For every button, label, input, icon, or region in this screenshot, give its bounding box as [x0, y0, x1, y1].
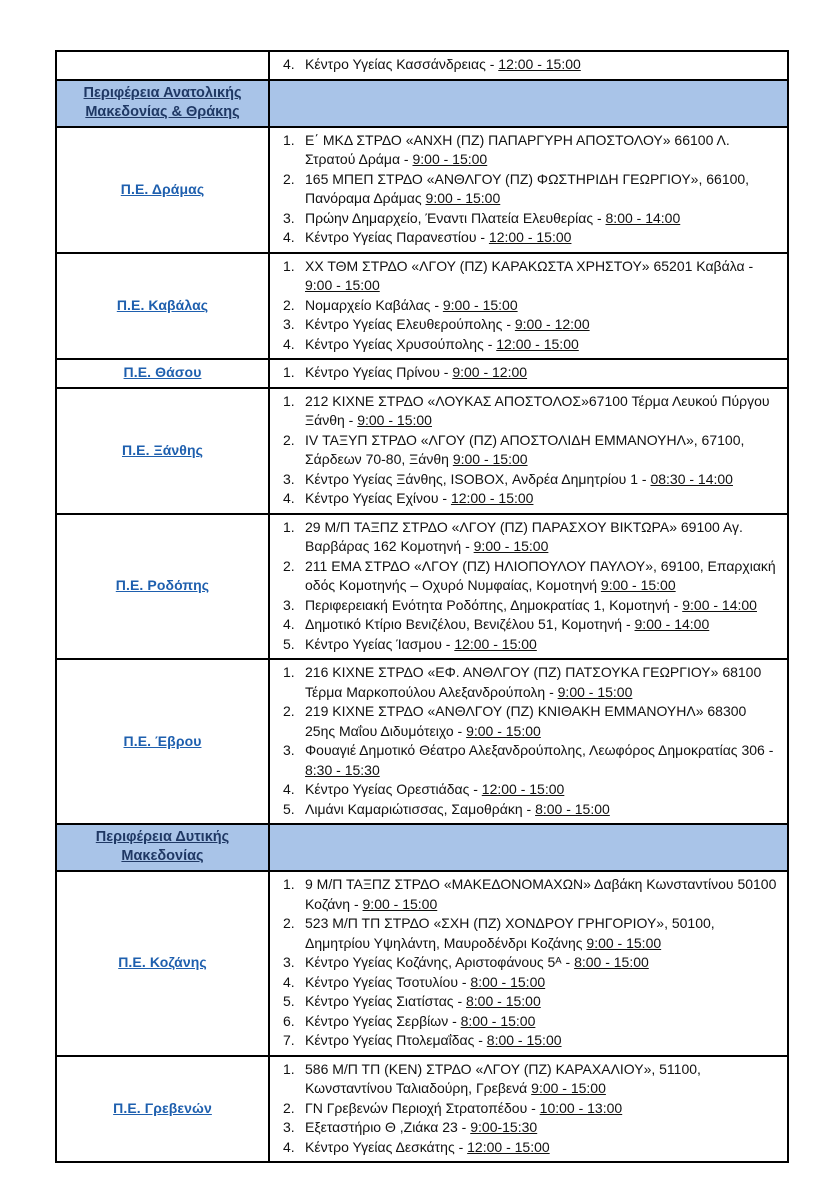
location-item	[270, 875, 779, 914]
item-number: 1.	[283, 518, 295, 535]
item-number: 2.	[283, 703, 295, 719]
item-number: 4.	[283, 335, 295, 352]
regional-unit-cell	[56, 1056, 269, 1163]
location-item	[270, 257, 779, 296]
location-item	[270, 953, 779, 973]
item-hours: 12:00 - 15:00	[488, 229, 572, 245]
item-hours: 9:00 - 15:00	[442, 296, 518, 313]
location-item	[270, 973, 779, 993]
item-hours: 8:00 - 15:00	[470, 973, 546, 990]
item-description: Κέντρο Υγείας Ελευθερούπολης -	[305, 316, 515, 332]
item-number: 2.	[283, 431, 295, 448]
item-hours: 9:00 - 15:00	[600, 577, 676, 593]
item-text	[305, 257, 779, 296]
location-item	[270, 1118, 779, 1138]
item-number: 1.	[283, 392, 295, 409]
item-description: 9 Μ/Π ΤΑΞΠΖ ΣΤΡΔΟ «ΜΑΚΕΔΟΝΟΜΑΧΩΝ» Δαβάκη Κωνσταντίνου 50100 Κοζάνη -	[305, 876, 777, 912]
location-item	[270, 663, 779, 702]
item-hours: 9:00 - 15:00	[362, 895, 438, 912]
region-header-title	[57, 825, 268, 870]
item-description: 586 Μ/Π ΤΠ (ΚΕΝ) ΣΤΡΔΟ «ΛΓΟΥ (ΠΖ) ΚΑΡΑΧΑΛΙΟΥ», 51100, Κωνσταντίνου Ταλιαδούρη, Γρεβενά	[305, 1060, 701, 1096]
region-header-label: Περιφέρεια Δυτικής	[95, 829, 230, 845]
region-header-row	[56, 80, 788, 127]
location-item	[270, 55, 779, 75]
item-text	[305, 557, 779, 596]
item-description: 523 Μ/Π ΤΠ ΣΤΡΔΟ «ΣΧΗ (ΠΖ) ΧΟΝΔΡΟΥ ΓΡΗΓΟΡΙΟΥ», 50100, Δημητρίου Υψηλάντη, Μαυροδένδρι Κοζάνης	[305, 915, 715, 951]
item-description: IV ΤΑΞΥΠ ΣΤΡΔΟ «ΛΓΟΥ (ΠΖ) ΑΠΟΣΤΟΛΙΔΗ ΕΜΜΑΝΟΥΗΛ», 67100, Σάρδεων 70-80, Ξάνθη	[305, 431, 745, 467]
item-text	[305, 663, 779, 702]
regional-unit-row	[56, 253, 788, 360]
item-text	[305, 296, 779, 316]
item-text	[305, 800, 779, 820]
item-text	[305, 392, 779, 431]
item-text	[305, 1138, 779, 1158]
regional-unit-link[interactable]: Π.Ε. Θάσου	[123, 364, 202, 381]
item-hours: 9:00 - 15:00	[531, 1080, 606, 1096]
item-description: Δημοτικό Κτίριο Βενιζέλου, Βενιζέλου 51, Κομοτηνή -	[305, 616, 635, 632]
item-description: 212 ΚΙΧΝΕ ΣΤΡΔΟ «ΛΟΥΚΑΣ ΑΠΟΣΤΟΛΟΣ»67100 Τέρμα Λευκού Πύργου Ξάνθη -	[305, 392, 770, 428]
regional-unit-cell	[56, 871, 269, 1056]
item-description: 165 ΜΠΕΠ ΣΤΡΔΟ «ΑΝΘΛΓΟΥ (ΠΖ) ΦΩΣΤΗΡΙΔΗ ΓΕΩΡΓΙΟΥ», 66100, Πανόραμα Δράμας	[305, 170, 750, 206]
location-item	[270, 335, 779, 355]
location-item	[270, 702, 779, 741]
item-hours: 8:30 - 15:30	[305, 761, 380, 778]
location-item	[270, 1099, 779, 1119]
item-text	[305, 741, 779, 780]
locations-cell	[269, 871, 788, 1056]
regional-unit-row	[56, 1056, 788, 1163]
item-number: 3.	[283, 742, 295, 758]
item-number: 3.	[283, 470, 295, 487]
item-hours: 8:00 - 15:00	[486, 1032, 562, 1048]
item-text	[305, 1031, 779, 1051]
item-number: 2.	[283, 1099, 295, 1116]
location-item	[270, 800, 779, 820]
locations-cell	[269, 514, 788, 660]
item-description: 216 ΚΙΧΝΕ ΣΤΡΔΟ «ΕΦ. ΑΝΘΛΓΟΥ (ΠΖ) ΠΑΤΣΟΥΚΑ ΓΕΩΡΓΙΟΥ» 68100 Τέρμα Μαρκοπούλου Αλεξανδρούπολη -	[305, 664, 762, 700]
item-description: Κέντρο Υγείας Σιατίστας -	[305, 993, 466, 1009]
item-text	[305, 914, 779, 953]
item-number: 1.	[283, 1060, 295, 1077]
regional-unit-link[interactable]: Π.Ε. Κοζάνης	[118, 954, 207, 971]
item-description: 211 ΕΜΑ ΣΤΡΔΟ «ΛΓΟΥ (ΠΖ) ΗΛΙΟΠΟΥΛΟΥ ΠΑΥΛΟΥ», 69100, Επαρχιακή οδός Κομοτηνής – Οχυρό Νυμφαίας, Κομοτηνή	[305, 557, 776, 593]
item-hours: 9:00 - 12:00	[452, 364, 528, 380]
location-item	[270, 741, 779, 780]
item-description: Εξεταστήριο Θ ,Ζιάκα 23 -	[305, 1119, 471, 1135]
locations-cell	[269, 51, 788, 80]
item-hours: 8:00 - 15:00	[466, 993, 541, 1009]
item-description: Κέντρο Υγείας Δεσκάτης -	[305, 1138, 468, 1155]
item-text	[305, 209, 779, 229]
regional-unit-cell	[56, 659, 269, 824]
regional-unit-link[interactable]: Π.Ε. Καβάλας	[116, 296, 209, 313]
location-item	[270, 518, 779, 557]
item-description: Λιμάνι Καμαριώτισσας, Σαμοθράκη -	[305, 800, 536, 817]
item-hours: 8:00 - 15:00	[535, 800, 610, 817]
regional-unit-cell	[56, 514, 269, 660]
item-text	[305, 431, 779, 470]
location-item	[270, 315, 779, 335]
regional-unit-cell	[56, 253, 269, 360]
item-description: Κέντρο Υγείας Ίασμου -	[305, 635, 455, 652]
regional-unit-link[interactable]: Π.Ε. Γρεβενών	[113, 1099, 212, 1116]
item-text	[305, 615, 779, 635]
location-item	[270, 296, 779, 316]
item-text	[305, 228, 779, 248]
item-hours: 12:00 - 15:00	[454, 635, 537, 652]
item-number: 6.	[283, 1012, 295, 1029]
item-hours: 12:00 - 15:00	[496, 335, 579, 352]
item-number: 2.	[283, 296, 295, 313]
region-header-row	[56, 824, 788, 871]
item-description: ΧΧ ΤΘΜ ΣΤΡΔΟ «ΛΓΟΥ (ΠΖ) ΚΑΡΑΚΩΣΤΑ ΧΡΗΣΤΟΥ» 65201 Καβάλα -	[305, 257, 754, 274]
item-number: 4.	[283, 973, 295, 990]
item-hours: 9:00 - 15:00	[466, 722, 541, 739]
item-hours: 9:00 - 15:00	[557, 683, 633, 700]
item-description: Κέντρο Υγείας Τσοτυλίου -	[305, 973, 471, 990]
item-number: 3.	[283, 954, 295, 970]
regional-unit-cell	[56, 51, 269, 80]
item-text	[305, 470, 779, 490]
item-number: 5.	[283, 800, 295, 817]
regional-unit-cell	[56, 359, 269, 388]
schedule-table-body	[56, 51, 788, 1162]
region-header-label: Μακεδονίας	[121, 848, 204, 864]
item-hours: 8:00 - 15:00	[460, 1012, 536, 1029]
item-hours: 12:00 - 15:00	[498, 56, 581, 72]
item-hours: 8:00 - 14:00	[605, 209, 681, 226]
location-item	[270, 1138, 779, 1158]
item-number: 3.	[283, 209, 295, 226]
regional-unit-row	[56, 127, 788, 253]
item-description: Κέντρο Υγείας Σερβίων -	[305, 1012, 461, 1029]
item-description: Ε΄ ΜΚΔ ΣΤΡΔΟ «ΑΝΧΗ (ΠΖ) ΠΑΠΑΡΓΥΡΗ ΑΠΟΣΤΟΛΟΥ» 66100 Λ. Στρατού Δράμα -	[305, 131, 730, 167]
item-number: 4.	[283, 1138, 295, 1155]
location-item	[270, 170, 779, 209]
item-description: Φουαγιέ Δημοτικό Θέατρο Αλεξανδρούπολης, Λεωφόρος Δημοκρατίας 306 -	[305, 742, 774, 758]
item-number: 1.	[283, 257, 295, 274]
regional-unit-row	[56, 871, 788, 1056]
item-description: Κέντρο Υγείας Χρυσούπολης -	[305, 335, 497, 352]
item-text	[305, 875, 779, 914]
location-item	[270, 489, 779, 509]
item-number: 4.	[283, 56, 295, 72]
regional-unit-row	[56, 51, 788, 80]
regional-unit-cell	[56, 127, 269, 253]
item-description: Κέντρο Υγείας Ξάνθης, ISOBOX, Ανδρέα Δημητρίου 1 -	[305, 470, 651, 487]
item-number: 4.	[283, 616, 295, 632]
item-number: 5.	[283, 635, 295, 652]
item-text	[305, 635, 779, 655]
regional-unit-link[interactable]: Π.Ε. Έβρου	[123, 732, 202, 749]
item-text	[305, 489, 779, 509]
item-hours: 9:00-15:30	[470, 1119, 538, 1135]
location-item	[270, 914, 779, 953]
item-number: 1.	[283, 131, 295, 148]
location-item	[270, 470, 779, 490]
location-item	[270, 780, 779, 800]
item-text	[305, 55, 779, 75]
item-number: 2.	[283, 915, 295, 931]
region-header-label: Περιφέρεια Ανατολικής	[83, 84, 242, 101]
item-hours: 9:00 - 15:00	[452, 451, 528, 467]
item-text	[305, 596, 779, 616]
item-number: 2.	[283, 557, 295, 574]
regional-unit-row	[56, 514, 788, 660]
item-description: 29 Μ/Π ΤΑΞΠΖ ΣΤΡΔΟ «ΛΓΟΥ (ΠΖ) ΠΑΡΑΣΧΟΥ ΒΙΚΤΩΡΑ» 69100 Αγ. Βαρβάρας 162 Κομοτηνή -	[305, 518, 743, 554]
item-number: 3.	[283, 316, 295, 332]
item-number: 3.	[283, 596, 295, 613]
location-item	[270, 596, 779, 616]
location-item	[270, 557, 779, 596]
item-hours: 9:00 - 14:00	[634, 616, 710, 632]
item-hours: 10:00 - 13:00	[539, 1099, 623, 1116]
locations-cell	[269, 659, 788, 824]
item-hours: 9:00 - 14:00	[682, 596, 757, 613]
item-hours: 12:00 - 15:00	[450, 490, 534, 506]
item-number: 1.	[283, 876, 295, 892]
location-item	[270, 635, 779, 655]
item-number: 4.	[283, 490, 295, 506]
location-item	[270, 615, 779, 635]
locations-cell	[269, 253, 788, 360]
item-description: Κέντρο Υγείας Εχίνου -	[305, 490, 451, 506]
item-hours: 08:30 - 14:00	[650, 470, 733, 487]
item-text	[305, 1060, 779, 1099]
item-text	[305, 973, 779, 993]
item-hours: 9:00 - 15:00	[412, 151, 488, 167]
item-text	[305, 363, 779, 383]
location-item	[270, 992, 779, 1012]
regional-unit-row	[56, 659, 788, 824]
item-description: Κέντρο Υγείας Ορεστιάδας -	[305, 781, 482, 797]
item-number: 7.	[283, 1032, 295, 1048]
item-number: 5.	[283, 993, 295, 1009]
location-item	[270, 209, 779, 229]
item-number: 1.	[283, 664, 295, 680]
item-text	[305, 1118, 779, 1138]
item-text	[305, 992, 779, 1012]
item-number: 2.	[283, 170, 295, 187]
item-hours: 9:00 - 15:00	[425, 190, 501, 206]
item-hours: 9:00 - 15:00	[473, 538, 549, 554]
location-item	[270, 431, 779, 470]
region-header-cell	[56, 824, 269, 871]
item-text	[305, 518, 779, 557]
item-text	[305, 335, 779, 355]
item-text	[305, 170, 779, 209]
location-item	[270, 1012, 779, 1032]
locations-cell	[269, 388, 788, 514]
item-description: ΓΝ Γρεβενών Περιοχή Στρατοπέδου -	[305, 1099, 540, 1116]
item-text	[305, 1099, 779, 1119]
item-description: Πρώην Δημαρχείο, Έναντι Πλατεία Ελευθερίας -	[305, 209, 606, 226]
region-header-label: Μακεδονίας & Θράκης	[85, 103, 240, 120]
region-header-title	[57, 81, 268, 126]
item-hours: 9:00 - 15:00	[586, 934, 662, 951]
item-number: 4.	[283, 229, 295, 245]
item-number: 3.	[283, 1119, 295, 1135]
item-description: Κέντρο Υγείας Κασσάνδρειας -	[305, 56, 499, 72]
item-description: Νομαρχείο Καβάλας -	[305, 296, 443, 313]
locations-cell	[269, 359, 788, 388]
location-item	[270, 228, 779, 248]
item-hours: 12:00 - 15:00	[467, 1138, 550, 1155]
item-description: Κέντρο Υγείας Παρανεστίου -	[305, 229, 489, 245]
item-hours: 9:00 - 12:00	[514, 316, 590, 332]
item-description: 219 ΚΙΧΝΕ ΣΤΡΔΟ «ΑΝΘΛΓΟΥ (ΠΖ) ΚΝΙΘΑΚΗ ΕΜΜΑΝΟΥΗΛ» 68300 25ης Μαΐου Διδυμότειχο -	[305, 703, 747, 739]
location-item	[270, 131, 779, 170]
item-description: Περιφερειακή Ενότητα Ροδόπης, Δημοκρατίας 1, Κομοτηνή -	[305, 596, 683, 613]
item-hours: 12:00 - 15:00	[481, 781, 565, 797]
document-page	[55, 50, 787, 1163]
regional-unit-cell	[56, 388, 269, 514]
item-hours: 9:00 - 15:00	[305, 277, 380, 293]
location-item	[270, 1031, 779, 1051]
regional-unit-link[interactable]: Π.Ε. Δράμας	[120, 180, 205, 197]
item-text	[305, 953, 779, 973]
item-text	[305, 1012, 779, 1032]
region-header-cell	[56, 80, 269, 127]
location-item	[270, 392, 779, 431]
item-text	[305, 780, 779, 800]
item-number: 1.	[283, 364, 295, 380]
regional-unit-row	[56, 359, 788, 388]
locations-cell	[269, 1056, 788, 1163]
location-item	[270, 363, 779, 383]
item-description: Κέντρο Υγείας Πρίνου -	[305, 364, 453, 380]
item-description: Κέντρο Υγείας Πτολεμαΐδας -	[305, 1032, 487, 1048]
region-header-cell-spacer	[269, 824, 788, 871]
item-hours: 8:00 - 15:00	[574, 954, 649, 970]
vaccination-schedule-table	[55, 50, 789, 1163]
regional-unit-link[interactable]: Π.Ε. Ξάνθης	[121, 441, 204, 458]
item-text	[305, 315, 779, 335]
location-item	[270, 1060, 779, 1099]
region-header-cell-spacer	[269, 80, 788, 127]
regional-unit-row	[56, 388, 788, 514]
item-text	[305, 131, 779, 170]
item-text	[305, 702, 779, 741]
locations-cell	[269, 127, 788, 253]
regional-unit-link[interactable]: Π.Ε. Ροδόπης	[115, 577, 210, 594]
item-hours: 9:00 - 15:00	[357, 412, 432, 428]
item-number: 4.	[283, 781, 295, 797]
item-description: Κέντρο Υγείας Κοζάνης, Αριστοφάνους 5ᴬ -	[305, 954, 575, 970]
